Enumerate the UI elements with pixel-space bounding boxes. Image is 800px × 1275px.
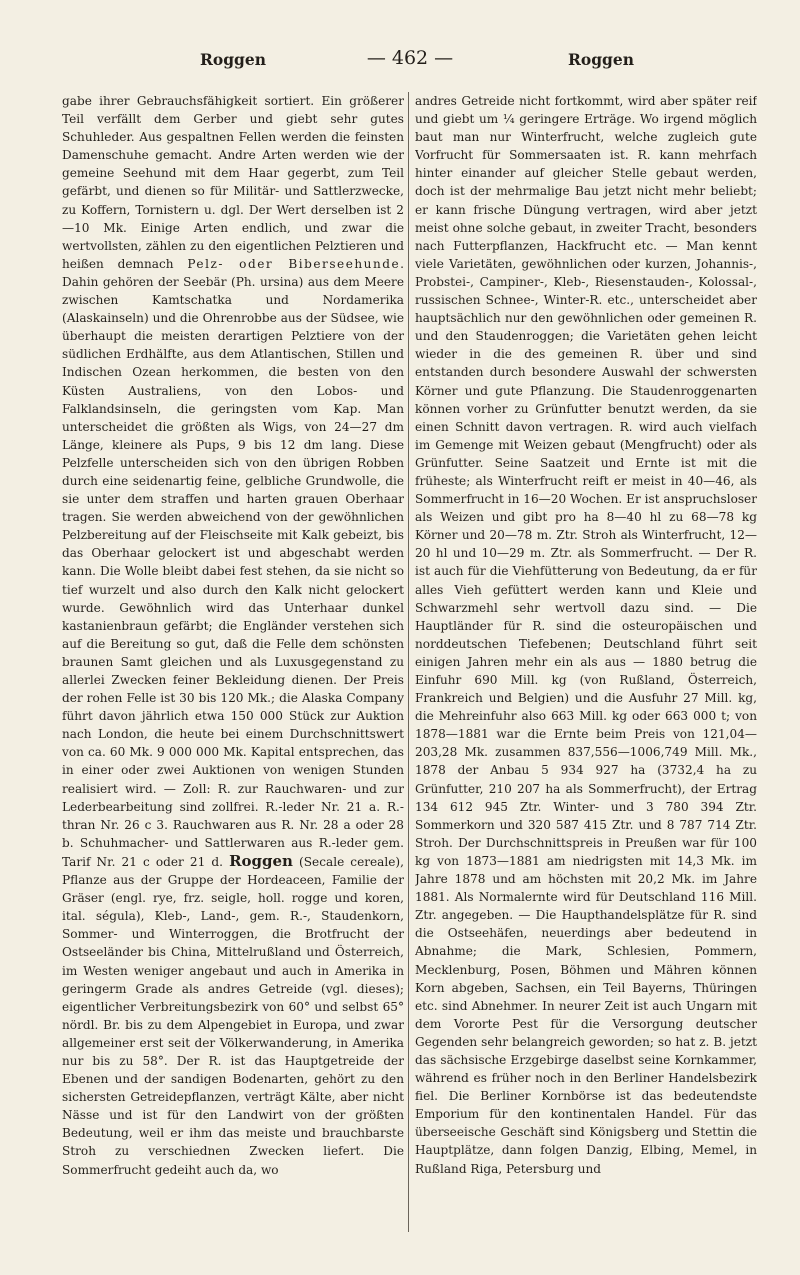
- entry-headword: Roggen: [229, 851, 293, 870]
- running-header: [60, 47, 760, 74]
- right-paragraph-1: andres Getreide nicht fortkommt, wird aber später reif und giebt um ¼ geringere Erträge. Wo irgend möglich baut man nur Winterfrucht, welche zugleich gute Vorfrucht für Sommersaaten ist. R. kann mehrfach hinter einander auf gleicher Stelle gebaut werden, doch ist der mehrmalige Bau jetzt nicht mehr beliebt; er kann frische Düngung vertragen, wird aber jetzt meist ohne solche gebaut, in zweiter Tracht, besonders nach Futterpflanzen, Hackfrucht etc. — Man kennt viele Varietäten, gewöhnlichen oder kurzen, Johannis-, Probstei-, Campiner-, Kleb-, Riesenstauden-, Kolossal-, russischen Schnee-, Winter-R. etc., unterscheidet aber hauptsächlich nur den gewöhnlichen oder gemeinen R. und den Staudenroggen; die Varietäten gehen leicht wieder in die des gemeinen R. über und sind entstanden durch besondere Auswahl der schwersten Körner und gute Pflanzung. Die Staudenroggenarten können vorher zu Grünfutter benutzt werden, da sie einen Schnitt davon vertragen. R. wird auch vielfach im Gemenge mit Weizen gebaut (Mengfrucht) oder als Grünfutter. Seine Saatzeit und Ernte ist mit die früheste; als Winterfrucht reift er meist in 40—46, als Sommerfrucht in 16—20 Wochen. Er ist anspruchsloser als Weizen und gibt pro ha 8—40 hl zu 68—78 kg Körner und 20—78 m. Ztr. Stroh als Winterfrucht, 12—20 hl und 10—29 m. Ztr. als Sommerfrucht. — Der R. ist auch für die Viehfütterung von Bedeutung, da er für alles Vieh gefüttert werden kann und Kleie und Schwarzmehl sehr wertvoll dazu sind. — Die Hauptländer für R. sind die osteuropäischen und norddeutschen Tiefebenen; Deutschland führt seit einigen Jahren mehr ein als aus — 1880 betrug die Einfuhr 690 Mill. kg (von Rußland, Österreich, Frankreich und Belgien) und die Ausfuhr 27 Mill. kg, die Mehreinfuhr also 663 Mill. kg oder 663 000 t; von 1878—1881 war die Ernte beim Preis von 121,04—203,28 Mk. zusammen 837,556—1006,749 Mill. Mk., 1878 der Anbau 5 934 927 ha (3732,4 ha zu Grünfutter, 210 207 ha als Sommerfrucht), der Ertrag 134 612 945 Ztr. Winter- und 3 780 394 Ztr. Sommerkorn und 320 587 415 Ztr. und 8 787 714 Ztr. Stroh. Der Durchschnittspreis in Preußen war für 100 kg von 1873—1881 am niedrigsten mit 14,3 Mk. im Jahre 1878 und am höchsten mit 20,2 Mk. im Jahre 1881. Als Normalernte wird für Deutschland 116 Mill. Ztr. angegeben. — Die Haupthandelsplätze für R. sind die Ostseehäfen, neuerdings aber bedeutend in Abnahme; die Mark, Schlesien, Pommern, Mecklenburg, Posen, Böhmen und Mähren können Korn abgeben, Sachsen, ein Teil Bayerns, Thüringen etc. sind Abnehmer. In neurer Zeit ist auch Ungarn mit dem Vororte Pest für die Versorgung deutscher Gegenden sehr belangreich geworden; so hat z. B. jetzt das sächsische Erzgebirge daselbst seine Kornkammer, während es früher noch in den Berliner Handelsbezirk fiel. Die Berliner Kornbörse ist das bedeutendste Emporium für den kontinentalen Handel. Für das überseeische Geschäft sind Königsberg und Stettin die Hauptplätze, dann folgen Danzig, Elbing, Memel, in Rußland Riga, Petersburg und: [415, 94, 757, 1176]
- left-column: [62, 92, 404, 1242]
- header-left-keyword: Roggen: [200, 50, 267, 69]
- page-number: — 462 —: [366, 47, 454, 69]
- right-column: [415, 92, 757, 1242]
- left-paragraph-2: (Secale cereale), Pflanze aus der Gruppe der Hordeaceen, Familie der Gräser (engl. rye, frz. seigle, holl. rogge und koren, ital. ségula), Kleb-, Land-, gem. R.-, Staudenkorn, Sommer- und Winterroggen, die Brotfrucht der Ostseeländer bis China, Mittelrußland und Österreich, im Westen weniger angebaut und auch in Amerika in geringerm Grade als andres Getreide (vgl. dieses); eigentlicher Verbreitungsbezirk von 60° und selbst 65° nördl. Br. bis zu dem Alpengebiet in Europa, und zwar allgemeiner erst seit der Völkerwanderung, in Amerika nur bis zu 58°. Der R. ist das Hauptgetreide der Ebenen und der sandigen Bodenarten, gehört zu den sichersten Getreidepflanzen, verträgt Kälte, aber nicht Nässe und ist für den Landwirt von der größten Bedeutung, weil er ihm das meiste und brauchbarste Stroh zu verschiednen Zwecken liefert. Die Sommerfrucht gedeiht auch da, wo: [62, 854, 404, 1177]
- left-paragraph-1: gabe ihrer Gebrauchsfähigkeit sortiert. Ein größerer Teil verfällt dem Gerber und giebt sehr gutes Schuhleder. Aus gespaltnen Fellen werden die feinsten Damenschuhe gemacht. Andre Arten werden wie der gemeine Seehund mit dem Haar gegerbt, zum Teil gefärbt, und dienen so für Militär- und Sattlerzwecke, zu Koffern, Tornistern u. dgl. Der Wert derselben ist 2—10 Mk. Einige Arten endlich, und zwar die wertvollsten, zählen zu den eigentlichen Pelztieren und heißen demnach: [62, 94, 404, 271]
- column-divider: [408, 92, 409, 1232]
- left-column-text: [62, 92, 404, 1179]
- header-right-keyword: Roggen: [568, 50, 635, 69]
- spaced-term: Pelz- oder Biberseehunde: [187, 256, 401, 271]
- left-paragraph-1-rest: . Dahin gehören der Seebär (Ph. ursina) aus dem Meere zwischen Kamtschatka und Nordamerika (Alaskainseln) und die Ohrenrobbe aus der Südsee, wie überhaupt die meisten derartigen Pelztiere von der südlichen Erdhälfte, aus dem Atlantischen, Stillen und Indischen Ozean herkommen, die besten von den Küsten Australiens, von den Lobos- und Falklandsinseln, die geringsten vom Kap. Man unterscheidet die größten als Wigs, von 24—27 dm Länge, kleinere als Pups, 9 bis 12 dm lang. Diese Pelzfelle unterscheiden sich von den übrigen Robben durch eine seidenartig feine, gelbliche Grundwolle, die sie unter dem straffen und harten grauen Oberhaar tragen. Sie werden abweichend von der gewöhnlichen Pelzbereitung auf der Fleischseite mit Kalk gebeizt, bis das Oberhaar gelockert ist und abgeschabt werden kann. Die Wolle bleibt dabei fest stehen, da sie nicht so tief wurzelt und also durch den Kalk nicht gelockert wurde. Gewöhnlich wird das Unterhaar dunkel kastanienbraun gefärbt; die Engländer verstehen sich auf die Bereitung so gut, daß die Felle dem schönsten braunen Samt gleichen und als Luxusgegenstand zu allerlei Zwecken feiner Bekleidung dienen. Der Preis der rohen Felle ist 30 bis 120 Mk.; die Alaska Company führt davon jährlich etwa 150 000 Stück zur Auktion nach London, die heute bei einem Durchschnittswert von ca. 60 Mk. 9 000 000 Mk. Kapital entsprechen, das in einer oder zwei Auktionen von wenigen Stunden realisiert wird. — Zoll: R. zur Rauchwaren- und zur Lederbearbeitung sind zollfrei. R.-leder Nr. 21 a. R.-thran Nr. 26 c 3. Rauchwaren aus R. Nr. 28 a oder 28 b. Schuhmacher- und Sattlerwaren aus R.-leder gem. Tarif Nr. 21 c oder 21 d.: [62, 256, 404, 869]
